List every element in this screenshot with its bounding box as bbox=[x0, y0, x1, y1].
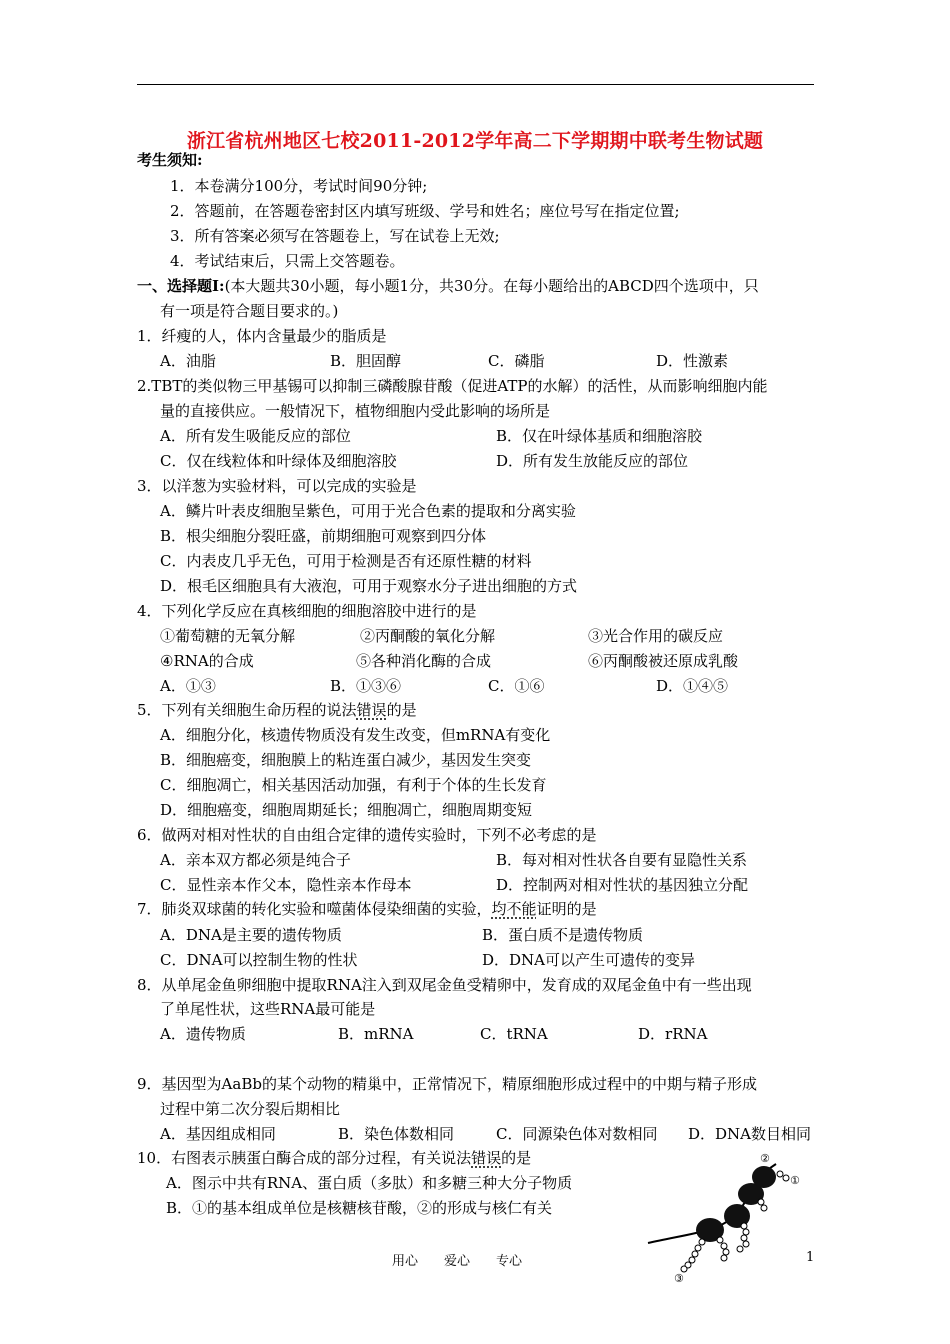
q9-option-d: D．DNA数目相同 bbox=[688, 1125, 812, 1143]
translation-diagram bbox=[640, 1150, 820, 1285]
q7-option-d: D．DNA可以产生可遗传的变异 bbox=[482, 951, 696, 969]
section-line-1 bbox=[137, 276, 759, 296]
section-desc-2: 有一项是符合题目要求的。) bbox=[160, 302, 339, 320]
q8-option-d: D．rRNA bbox=[638, 1025, 708, 1043]
q8-option-b: B．mRNA bbox=[338, 1025, 414, 1043]
q6-stem: 6．做两对相对性状的自由组合定律的遗传实验时，下列不必考虑的是 bbox=[137, 826, 597, 844]
q9-stem-2: 过程中第二次分裂后期相比 bbox=[160, 1100, 341, 1118]
q2-option-b: B．仅在叶绿体基质和细胞溶胶 bbox=[496, 427, 703, 445]
q4-item-6: ⑥丙酮酸被还原成乳酸 bbox=[588, 652, 739, 670]
q3-option-b: B．根尖细胞分裂旺盛，前期细胞可观察到四分体 bbox=[160, 527, 487, 545]
q8-option-a: A．遗传物质 bbox=[160, 1025, 246, 1043]
q10-stem-emphasis: 错误 bbox=[471, 1149, 502, 1167]
notice-item-1: 1．本卷满分100分，考试时间90分钟; bbox=[170, 177, 428, 195]
q5-stem-emphasis: 错误 bbox=[356, 701, 387, 719]
q4-stem: 4．下列化学反应在真核细胞的细胞溶胶中进行的是 bbox=[137, 602, 477, 620]
q2-option-d: D．所有发生放能反应的部位 bbox=[496, 452, 689, 470]
q2-option-c: C．仅在线粒体和叶绿体及细胞溶胶 bbox=[160, 452, 397, 470]
header-rule bbox=[137, 84, 814, 85]
q5-option-a: A．细胞分化，核遗传物质没有发生改变，但mRNA有变化 bbox=[160, 726, 551, 744]
q3-stem: 3．以洋葱为实验材料，可以完成的实验是 bbox=[137, 477, 417, 495]
q5-option-c: C．细胞凋亡，相关基因活动加强，有利于个体的生长发育 bbox=[160, 776, 547, 794]
q4-option-b: B．①③⑥ bbox=[330, 677, 402, 695]
q9-stem-1: 9．基因型为AaBb的某个动物的精巢中，正常情况下，精原细胞形成过程中的中期与精子形成 bbox=[137, 1075, 757, 1093]
q10-option-b: B．①的基本组成单位是核糖核苷酸，②的形成与核仁有关 bbox=[166, 1199, 553, 1217]
q3-option-d: D．根毛区细胞具有大液泡，可用于观察水分子进出细胞的方式 bbox=[160, 577, 578, 595]
diagram-label-2: ② bbox=[760, 1152, 770, 1165]
q1-option-c: C．磷脂 bbox=[488, 352, 545, 370]
q6-option-a: A．亲本双方都必须是纯合子 bbox=[160, 851, 351, 869]
notice-heading: 考生须知: bbox=[137, 151, 203, 169]
q4-item-3: ③光合作用的碳反应 bbox=[588, 627, 724, 645]
notice-item-4: 4．考试结束后，只需上交答题卷。 bbox=[170, 252, 405, 270]
footer-text: 用心 爱心 专心 bbox=[392, 1254, 523, 1269]
q5-stem-pre: 5．下列有关细胞生命历程的说法 bbox=[137, 701, 357, 719]
q4-item-4: ④RNA的合成 bbox=[160, 652, 254, 670]
q8-stem-2: 了单尾性状，这些RNA最可能是 bbox=[160, 1000, 376, 1018]
notice-item-3: 3．所有答案必须写在答题卷上，写在试卷上无效; bbox=[170, 227, 500, 245]
q4-item-5: ⑤各种消化酶的合成 bbox=[356, 652, 492, 670]
q3-option-c: C．内表皮几乎无色，可用于检测是否有还原性糖的材料 bbox=[160, 552, 532, 570]
section-heading: 一、选择题Ⅰ: bbox=[137, 277, 225, 295]
diagram-label-1: ① bbox=[790, 1174, 800, 1187]
q5-option-d: D．细胞癌变，细胞周期延长；细胞凋亡，细胞周期变短 bbox=[160, 801, 533, 819]
q6-option-d: D．控制两对相对性状的基因独立分配 bbox=[496, 876, 749, 894]
q10-stem-pre: 10．右图表示胰蛋白酶合成的部分过程，有关说法 bbox=[137, 1149, 472, 1167]
q10-stem-post: 的是 bbox=[501, 1149, 532, 1167]
q1-stem: 1．纤瘦的人，体内含量最少的脂质是 bbox=[137, 327, 387, 345]
ribosome-icon bbox=[696, 1166, 776, 1242]
q1-option-d: D．性激素 bbox=[656, 352, 729, 370]
q7-option-a: A．DNA是主要的遗传物质 bbox=[160, 926, 342, 944]
q7-option-c: C．DNA可以控制生物的性状 bbox=[160, 951, 358, 969]
q2-stem-1: 2.TBT的类似物三甲基锡可以抑制三磷酸腺苷酸（促进ATP的水解）的活性，从而影响细胞内能 bbox=[137, 377, 768, 395]
q8-stem-1: 8．从单尾金鱼卵细胞中提取RNA注入到双尾金鱼受精卵中，发育成的双尾金鱼中有一些出现 bbox=[137, 976, 752, 994]
q7-stem bbox=[137, 899, 597, 919]
q2-option-a: A．所有发生吸能反应的部位 bbox=[160, 427, 351, 445]
q6-option-b: B．每对相对性状各自要有显隐性关系 bbox=[496, 851, 748, 869]
q3-option-a: A．鳞片叶表皮细胞呈紫色，可用于光合色素的提取和分离实验 bbox=[160, 502, 576, 520]
q4-option-a: A．①③ bbox=[160, 677, 216, 695]
q9-option-a: A．基因组成相同 bbox=[160, 1125, 276, 1143]
q7-option-b: B．蛋白质不是遗传物质 bbox=[482, 926, 644, 944]
q5-option-b: B．细胞癌变，细胞膜上的粘连蛋白减少，基因发生突变 bbox=[160, 751, 532, 769]
q6-option-c: C．显性亲本作父本，隐性亲本作母本 bbox=[160, 876, 412, 894]
q10-stem bbox=[137, 1148, 531, 1168]
q9-option-c: C．同源染色体对数相同 bbox=[496, 1125, 658, 1143]
q4-item-1: ①葡萄糖的无氧分解 bbox=[160, 627, 296, 645]
q1-option-b: B．胆固醇 bbox=[330, 352, 402, 370]
section-desc-1: (本大题共30小题，每小题1分，共30分。在每小题给出的ABCD四个选项中，只 bbox=[224, 277, 759, 295]
page-number: 1 bbox=[806, 1250, 815, 1265]
notice-item-2: 2．答题前，在答题卷密封区内填写班级、学号和姓名；座位号写在指定位置; bbox=[170, 202, 680, 220]
q1-option-a: A．油脂 bbox=[160, 352, 216, 370]
diagram-label-3: ③ bbox=[674, 1272, 684, 1285]
q7-stem-pre: 7．肺炎双球菌的转化实验和噬菌体侵染细菌的实验， bbox=[137, 900, 492, 918]
q7-stem-emphasis: 均不能 bbox=[491, 900, 537, 918]
q5-stem bbox=[137, 700, 417, 720]
q9-option-b: B．染色体数相同 bbox=[338, 1125, 455, 1143]
q4-option-c: C．①⑥ bbox=[488, 677, 545, 695]
q4-item-2: ②丙酮酸的氧化分解 bbox=[360, 627, 496, 645]
q7-stem-post: 证明的是 bbox=[536, 900, 597, 918]
q4-option-d: D．①④⑤ bbox=[656, 677, 729, 695]
q10-option-a: A．图示中共有RNA、蛋白质（多肽）和多糖三种大分子物质 bbox=[166, 1174, 573, 1192]
q2-stem-2: 量的直接供应。一般情况下，植物细胞内受此影响的场所是 bbox=[160, 402, 551, 420]
q5-stem-post: 的是 bbox=[386, 701, 417, 719]
q8-option-c: C．tRNA bbox=[480, 1025, 548, 1043]
page-title: 浙江省杭州地区七校2011-2012学年高二下学期期中联考生物试题 bbox=[186, 130, 764, 152]
